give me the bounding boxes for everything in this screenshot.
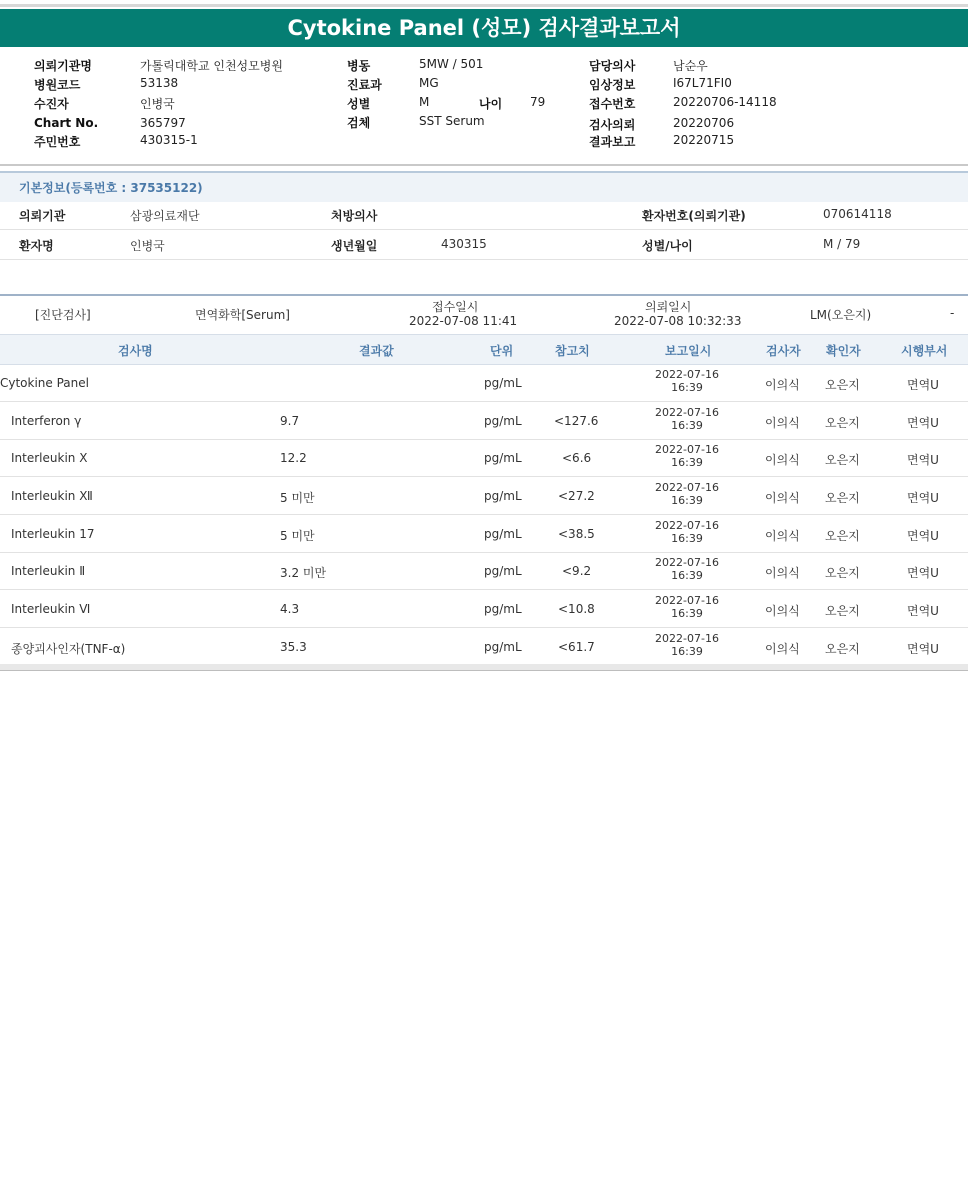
- header-value: 365797: [140, 116, 186, 130]
- report-date: 2022-07-16: [655, 443, 719, 456]
- table-row: [0, 439, 968, 477]
- tester: 이의식: [765, 566, 800, 580]
- header-label: 임상정보: [589, 78, 636, 92]
- results-table-header: [0, 334, 968, 365]
- header-label: 검사의뢰: [589, 118, 636, 132]
- report-date: 2022-07-16: [655, 368, 719, 381]
- reference-range: <61.7: [558, 640, 595, 654]
- header-value: 남순우: [673, 59, 708, 73]
- report-datetime: [647, 368, 727, 394]
- header-label: 의뢰기관명: [34, 59, 92, 73]
- report-datetime: [647, 443, 727, 469]
- report-time: 16:39: [671, 494, 703, 507]
- confirmer: 오은지: [825, 378, 860, 392]
- report-datetime: [647, 519, 727, 545]
- col-department: 시행부서: [901, 344, 948, 358]
- confirmer: 오은지: [825, 642, 860, 656]
- header-label: 주민번호: [34, 135, 81, 149]
- department: 면역U: [907, 416, 939, 430]
- col-tester: 검사자: [766, 344, 801, 358]
- basic-info-title: 기본정보(등록번호 : 37535122): [19, 181, 203, 195]
- reference-range: <10.8: [558, 602, 595, 616]
- order-dash: -: [950, 306, 955, 320]
- confirmer: 오은지: [825, 416, 860, 430]
- tester: 이의식: [765, 491, 800, 505]
- top-rule: [0, 4, 968, 7]
- tester: 이의식: [765, 642, 800, 656]
- table-row: [0, 364, 968, 402]
- header-label: 결과보고: [589, 135, 636, 149]
- report-time: 16:39: [671, 381, 703, 394]
- department: 면역U: [907, 642, 939, 656]
- header-value: 20220706: [673, 116, 735, 130]
- confirmer: 오은지: [825, 566, 860, 580]
- info-value: 삼광의료재단: [130, 209, 200, 223]
- confirmer: 오은지: [825, 453, 860, 467]
- report-date: 2022-07-16: [655, 632, 719, 645]
- test-name: Interleukin 17: [11, 527, 95, 541]
- table-row: [0, 515, 968, 553]
- test-name: Interleukin Ⅱ: [11, 564, 86, 578]
- report-datetime: [647, 481, 727, 507]
- basic-info-heading: [0, 171, 968, 202]
- info-label: 의뢰기관: [19, 209, 66, 223]
- result-value: 35.3: [280, 640, 307, 654]
- department: 면역U: [907, 378, 939, 392]
- report-time: 16:39: [671, 645, 703, 658]
- header-label: 병동: [347, 59, 371, 73]
- header-label: 검체: [347, 116, 371, 130]
- result-value: 9.7: [280, 414, 300, 428]
- col-reference: 참고치: [555, 344, 590, 358]
- table-footer-rule: [0, 664, 968, 671]
- header-value: SST Serum: [419, 114, 485, 128]
- report-time: 16:39: [671, 532, 703, 545]
- result-value: 3.2 미만: [280, 566, 327, 580]
- result-value: 5 미만: [280, 529, 315, 543]
- info-value: M / 79: [823, 237, 861, 251]
- test-name: Interleukin Ⅻ: [11, 489, 93, 503]
- department: 면역U: [907, 566, 939, 580]
- unit: pg/mL: [484, 564, 522, 578]
- info-label: 환자명: [19, 239, 54, 253]
- report-date: 2022-07-16: [655, 594, 719, 607]
- header-label: Chart No.: [34, 116, 99, 130]
- col-result: 결과값: [359, 344, 394, 358]
- divider: [0, 164, 968, 166]
- table-row: [0, 590, 968, 628]
- lab-name: LM(오은지): [810, 308, 872, 322]
- confirmer: 오은지: [825, 491, 860, 505]
- header-value: M: [419, 95, 430, 109]
- confirmer: 오은지: [825, 529, 860, 543]
- result-value: 5 미만: [280, 491, 315, 505]
- header-label: 수진자: [34, 97, 69, 111]
- report-time: 16:39: [671, 569, 703, 582]
- col-report-date: 보고일시: [665, 344, 712, 358]
- department: 면역U: [907, 491, 939, 505]
- report-date: 2022-07-16: [655, 406, 719, 419]
- test-name: Interleukin Ⅹ: [11, 451, 88, 465]
- department: 면역U: [907, 604, 939, 618]
- header-label: 접수번호: [589, 97, 636, 111]
- test-name: Interferon γ: [11, 414, 82, 428]
- reference-range: <38.5: [558, 527, 595, 541]
- header-label: 병원코드: [34, 78, 81, 92]
- result-value: 12.2: [280, 451, 307, 465]
- report-time: 16:39: [671, 456, 703, 469]
- order-category: [진단검사]: [35, 308, 91, 322]
- report-datetime: [647, 556, 727, 582]
- col-confirmer: 확인자: [826, 344, 861, 358]
- tester: 이의식: [765, 604, 800, 618]
- age-label: 나이: [479, 97, 503, 111]
- unit: pg/mL: [484, 640, 522, 654]
- report-datetime: [647, 406, 727, 432]
- header-value: I67L71FI0: [673, 76, 732, 90]
- order-subcategory: 면역화학[Serum]: [195, 308, 290, 322]
- tester: 이의식: [765, 529, 800, 543]
- table-row: [0, 402, 968, 440]
- tester: 이의식: [765, 378, 800, 392]
- age-value: 79: [530, 95, 546, 109]
- received-label: 접수일시: [432, 300, 479, 314]
- report-date: 2022-07-16: [655, 481, 719, 494]
- unit: pg/mL: [484, 602, 522, 616]
- header-value: 인병국: [140, 97, 175, 111]
- department: 면역U: [907, 453, 939, 467]
- header-label: 담당의사: [589, 59, 636, 73]
- unit: pg/mL: [484, 376, 522, 390]
- header-value: 20220715: [673, 133, 735, 147]
- col-unit: 단위: [490, 344, 514, 358]
- info-value: 인병국: [130, 239, 165, 253]
- received-value: 2022-07-08 11:41: [409, 314, 518, 328]
- header-value: MG: [419, 76, 439, 90]
- requested-label: 의뢰일시: [645, 300, 692, 314]
- basic-info-row: [0, 230, 968, 260]
- reference-range: <127.6: [554, 414, 599, 428]
- report-date: 2022-07-16: [655, 519, 719, 532]
- info-value: 430315: [441, 237, 487, 251]
- header-label: 성별: [347, 97, 371, 111]
- tester: 이의식: [765, 416, 800, 430]
- report-title: Cytokine Panel (성모) 검사결과보고서: [0, 9, 968, 47]
- header-value: 53138: [140, 76, 179, 90]
- header-label: 진료과: [347, 78, 382, 92]
- confirmer: 오은지: [825, 604, 860, 618]
- test-name: Cytokine Panel: [0, 376, 89, 390]
- header-value: 가톨릭대학교 인천성모병원: [140, 59, 283, 73]
- info-label: 처방의사: [331, 209, 378, 223]
- basic-info-row: [0, 200, 968, 230]
- test-name: Interleukin Ⅵ: [11, 602, 91, 616]
- reference-range: <9.2: [562, 564, 592, 578]
- table-row: [0, 477, 968, 515]
- table-row: [0, 628, 968, 666]
- info-value: 070614118: [823, 207, 892, 221]
- department: 면역U: [907, 529, 939, 543]
- col-test-name: 검사명: [118, 344, 153, 358]
- reference-range: <27.2: [558, 489, 595, 503]
- info-label: 생년월일: [331, 239, 378, 253]
- header-value: 5MW / 501: [419, 57, 484, 71]
- unit: pg/mL: [484, 527, 522, 541]
- report-datetime: [647, 594, 727, 620]
- tester: 이의식: [765, 453, 800, 467]
- requested-value: 2022-07-08 10:32:33: [614, 314, 742, 328]
- result-value: 4.3: [280, 602, 300, 616]
- info-label: 환자번호(의뢰기관): [642, 209, 746, 223]
- header-value: 20220706-14118: [673, 95, 777, 109]
- report-time: 16:39: [671, 419, 703, 432]
- table-row: [0, 552, 968, 590]
- reference-range: <6.6: [562, 451, 592, 465]
- info-label: 성별/나이: [642, 239, 693, 253]
- unit: pg/mL: [484, 489, 522, 503]
- header-value: 430315-1: [140, 133, 198, 147]
- test-name: 종양괴사인자(TNF-α): [11, 642, 126, 656]
- report-date: 2022-07-16: [655, 556, 719, 569]
- report-datetime: [647, 632, 727, 658]
- unit: pg/mL: [484, 451, 522, 465]
- unit: pg/mL: [484, 414, 522, 428]
- order-info-row: [0, 294, 968, 336]
- report-time: 16:39: [671, 607, 703, 620]
